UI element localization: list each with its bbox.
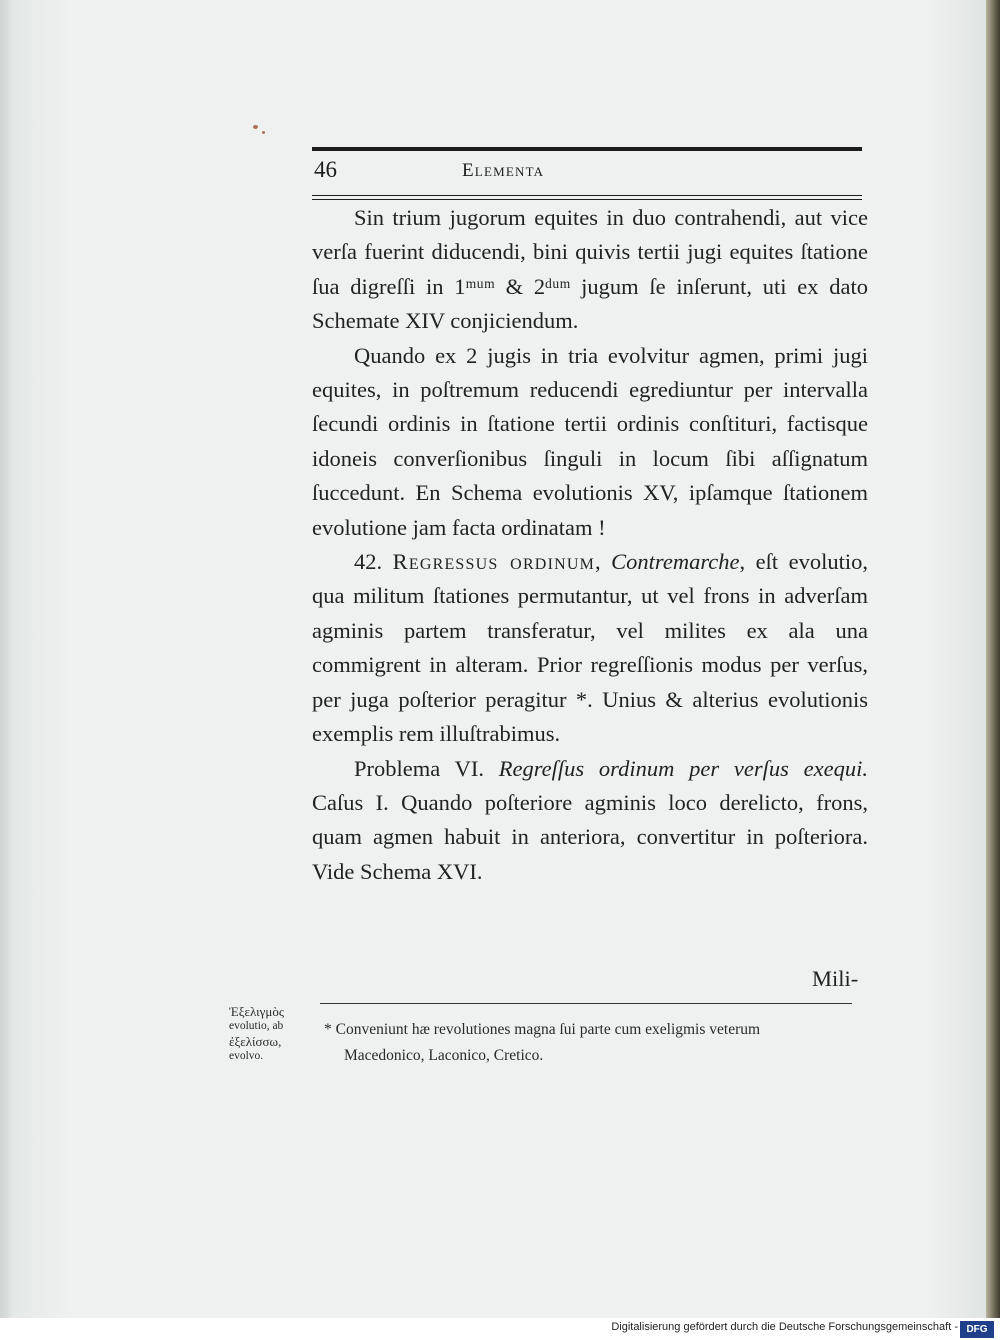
page-number: 46 [314,157,337,182]
marginal-greek-verb: ἐξελίσσω, [229,1034,282,1049]
funding-credit: Digitalisierung gefördert durch die Deutsche Forschungsgemeinschaft - [611,1321,958,1333]
book-binding-edge [986,0,1000,1318]
footer-bar [0,1318,1000,1340]
dfg-logo: DFG [960,1321,994,1338]
running-title: Elementa [462,160,545,181]
section-term: Regressus ordinum [392,549,596,575]
catchword: Mili- [812,966,859,991]
marginal-greek-term: Ἐξελιγμὸς [229,1004,284,1019]
main-text [312,201,868,889]
problem-statement: Regreſſus ordinum per verſus exequi. [498,755,868,781]
section-number: 42. [354,549,383,575]
paragraph-section-42: 42. Regressus ordinum, Contremarche, eſt evolutio, qua militum ſtationes permutantur, ut vel frons in adverſam agminis partem transferatur, vel milites ex ala una commigrent in alteram. Prior regreſſionis modus per verſus, per juga poſterior peragitur *. Unius & alterius evolutionis exemplis rem illuſtrabimus. [312,549,868,747]
problem-label: Problema VI. [354,755,484,781]
paragraph: Sin trium jugorum equites in duo contrahendi, aut vice verſa fuerint diducendi, bini quivis tertii jugi equites ſtatione ſua digreſſi in 1ᵐᵘᵐ & 2ᵈᵘᵐ jugum ſe inſerunt, uti ex dato Schemate XIV conjiciendum. [312,205,868,334]
section-text: , eſt evolutio, qua militum ſtationes permutantur, ut vel frons in adverſam agminis partem transferatur, vel milites ex ala una commigrent in alteram. Prior regreſſionis modus per verſus, per juga poſterior peragitur *. Unius & alterius evolutionis exemplis rem illuſtrabimus. [312,549,868,747]
marginal-note [229,1004,313,1064]
running-head [312,147,862,196]
marginal-latin-verb: evolvo. [229,1050,264,1062]
marginal-latin-gloss: evolutio, ab [229,1020,284,1032]
paragraph: Quando ex 2 jugis in tria evolvitur agmen, primi jugi equites, in poſtremum reducendi egrediuntur per intervalla ſecundi ordinis in ſtatione tertii ordinis conſtituri, factisque idoneis converſionibus ſinguli in locum ſibi aſſignatum ſuccedunt. En Schema evolutionis XV, ipſamque ſtationem evolutione jam facta ordinatam ! [312,342,868,540]
paper-speck [262,131,265,134]
footnote-line: * Conveniunt hæ revolutiones magna ſui parte cum exeligmis veterum [324,1021,761,1038]
paper-speck [253,125,258,129]
section-term-french: Contremarche [611,549,740,575]
footnote [324,1017,864,1069]
footnote-rule [320,1003,852,1004]
footnote-line: Macedonico, Laconico, Cretico. [344,1047,544,1064]
problem-text: Caſus I. Quando poſteriore agminis loco derelicto, frons, quam agmen habuit in anteriora, convertitur in poſteriora. Vide Schema XVI. [312,789,868,884]
paragraph-problem [312,752,868,890]
